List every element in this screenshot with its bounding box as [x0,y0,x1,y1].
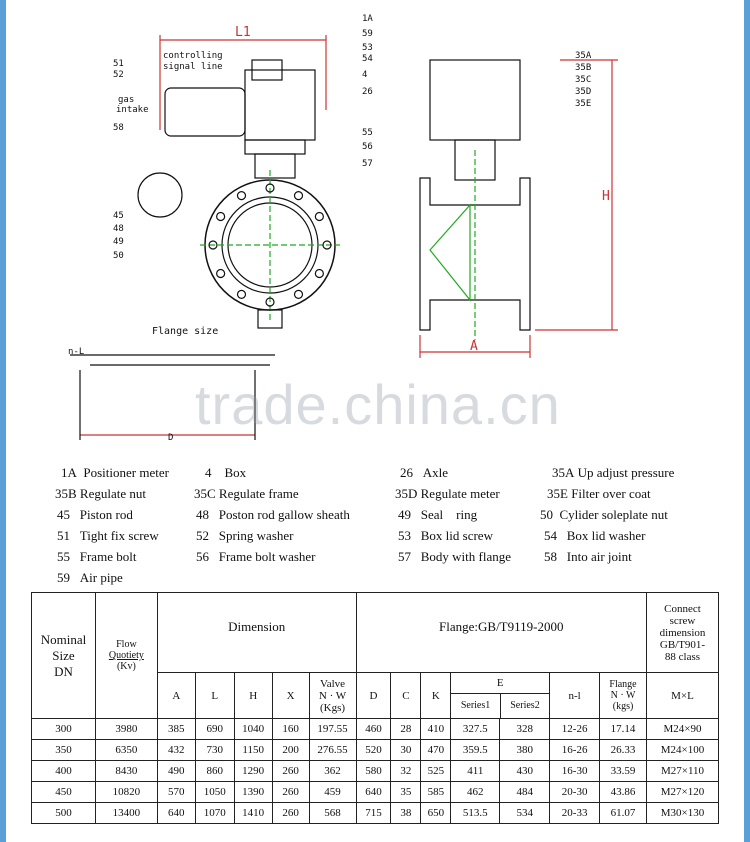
table-cell: 200 [272,740,309,761]
table-cell: 43.86 [600,782,647,803]
table-cell: 20-33 [550,803,600,824]
table-cell: 380 [500,740,550,761]
callout-56: 56 [362,142,373,152]
table-cell: 16-30 [550,761,600,782]
table-cell: 400 [32,761,96,782]
header-valve-nw: Valve N · W (Kgs) [309,673,356,719]
table-cell: M24×90 [646,719,718,740]
callout-57: 57 [362,159,373,169]
table-cell: 10820 [95,782,157,803]
table-cell: 1410 [234,803,272,824]
legend-item: 48 Poston rod gallow sheath [196,507,350,522]
legend-item: 35C Regulate frame [194,486,299,501]
table-cell: 570 [157,782,195,803]
d-label: D [168,433,174,443]
legend-item: 57 Body with flange [398,549,512,564]
legend-item: 45 Piston rod [57,507,133,522]
table-cell: M30×130 [646,803,718,824]
table-cell: 580 [356,761,391,782]
table-cell: 8430 [95,761,157,782]
table-cell: 26.33 [600,740,647,761]
table-cell: 12-26 [550,719,600,740]
table-cell: 61.07 [600,803,647,824]
header-k: K [421,673,451,719]
table-cell: 17.14 [600,719,647,740]
legend-item: 56 Frame bolt washer [196,549,316,564]
legend-item: 53 Box lid screw [398,528,493,543]
callout-4: 4 [362,70,368,80]
n-l-label: n-L [68,347,85,357]
table-cell: M24×100 [646,740,718,761]
table-cell: 197.55 [309,719,356,740]
header-h: H [234,673,272,719]
legend-item: 55 Frame bolt [57,549,137,564]
callout-48: 48 [113,224,124,234]
table-cell: 513.5 [451,803,500,824]
callout-45: 45 [113,211,124,221]
table-cell: 35 [391,782,421,803]
h-label: H [602,189,610,204]
table-cell: 462 [451,782,500,803]
table-cell: 460 [356,719,391,740]
table-cell: 1050 [195,782,234,803]
table-cell: 276.55 [309,740,356,761]
callout-35c: 35C [575,75,592,85]
table-row [32,803,719,824]
legend-item: 26 Axle [400,465,449,480]
table-cell: 432 [157,740,195,761]
legend-item: 35E Filter over coat [547,486,651,501]
table-cell: 300 [32,719,96,740]
table-cell: 1390 [234,782,272,803]
callout-58: 58 [113,123,124,133]
table-cell: M27×120 [646,782,718,803]
table-cell: 1070 [195,803,234,824]
table-row [32,719,719,740]
table-cell: 260 [272,782,309,803]
table-cell: 160 [272,719,309,740]
watermark: trade.china.cn [195,373,561,436]
callout-50: 50 [113,251,124,261]
table-cell: 411 [451,761,500,782]
legend-item: 58 Into air joint [544,549,632,564]
legend-item: 4 Box [205,465,247,480]
table-row [32,740,719,761]
header-e: E Series1 Series2 [451,673,550,719]
legend-item: 49 Seal ring [398,507,478,522]
table-cell: 20-30 [550,782,600,803]
table-cell: 362 [309,761,356,782]
table-cell: 13400 [95,803,157,824]
bolt-hole [217,270,225,278]
callout-35a: 35A [575,51,592,61]
table-cell: 585 [421,782,451,803]
table-cell: 38 [391,803,421,824]
table-cell: 690 [195,719,234,740]
table-cell: 534 [500,803,550,824]
table-cell: 640 [356,782,391,803]
table-cell: 260 [272,761,309,782]
legend-item: 1A Positioner meter [61,465,169,480]
table-cell: 730 [195,740,234,761]
table-cell: M27×110 [646,761,718,782]
header-flange-nw: Flange N · W (kgs) [600,673,647,719]
controlling-label: controlling [163,51,223,61]
l1-label: L1 [235,25,251,40]
callout-35d: 35D [575,87,592,97]
header-c: C [391,673,421,719]
table-cell: 359.5 [451,740,500,761]
flange-size-label: Flange size [152,326,219,337]
legend-item: 59 Air pipe [57,570,123,585]
table-cell: 1150 [234,740,272,761]
callout-54: 54 [362,54,373,64]
table-cell: 520 [356,740,391,761]
table-cell: 3980 [95,719,157,740]
callout-35e: 35E [575,99,592,109]
callout-26: 26 [362,87,373,97]
callout-1a: 1A [362,14,373,24]
callout-52: 52 [113,70,124,80]
header-x: X [272,673,309,719]
header-flange: Flange:GB/T9119-2000 [356,593,646,673]
callout-59: 59 [362,29,373,39]
gas-label: gas [118,95,135,105]
table-cell: 28 [391,719,421,740]
legend-item: 35B Regulate nut [55,486,146,501]
table-cell: 328 [500,719,550,740]
table-cell: 410 [421,719,451,740]
table-cell: 350 [32,740,96,761]
table-cell: 30 [391,740,421,761]
table-cell: 650 [421,803,451,824]
table-cell: 327.5 [451,719,500,740]
parts-legend [30,462,730,590]
table-cell: 484 [500,782,550,803]
intake-label: intake [116,105,149,115]
callout-51: 51 [113,59,124,69]
table-cell: 715 [356,803,391,824]
legend-item: 35D Regulate meter [395,486,500,501]
header-l: L [195,673,234,719]
header-nominal: Nominal Size DN [32,593,96,719]
table-cell: 32 [391,761,421,782]
table-cell: 16-26 [550,740,600,761]
header-a: A [157,673,195,719]
table-cell: 568 [309,803,356,824]
header-dimension: Dimension [157,593,356,673]
table-cell: 490 [157,761,195,782]
legend-item: 35A Up adjust pressure [552,465,675,480]
a-label: A [470,339,478,354]
bolt-hole [238,192,246,200]
header-mxl: M×L [646,673,718,719]
bolt-hole [238,290,246,298]
table-cell: 6350 [95,740,157,761]
legend-item: 54 Box lid washer [544,528,646,543]
callout-49: 49 [113,237,124,247]
bolt-hole [217,213,225,221]
legend-item: 51 Tight fix screw [57,528,159,543]
table-cell: 385 [157,719,195,740]
table-cell: 430 [500,761,550,782]
table-cell: 459 [309,782,356,803]
bolt-hole [315,213,323,221]
spec-table [31,592,719,824]
callout-55: 55 [362,128,373,138]
table-cell: 1290 [234,761,272,782]
table-cell: 470 [421,740,451,761]
callout-53: 53 [362,43,373,53]
table-row [32,761,719,782]
table-cell: 500 [32,803,96,824]
table-cell: 860 [195,761,234,782]
header-d: D [356,673,391,719]
table-cell: 260 [272,803,309,824]
header-nl: n-l [550,673,600,719]
legend-item: 50 Cylider soleplate nut [540,507,668,522]
table-cell: 33.59 [600,761,647,782]
signal-line-label: signal line [163,62,223,72]
table-row [32,782,719,803]
callout-35b: 35B [575,63,592,73]
table-cell: 640 [157,803,195,824]
bolt-hole [295,290,303,298]
bolt-hole [315,270,323,278]
header-connect: Connect screw dimension GB/T901- 88 class [646,593,718,673]
table-cell: 1040 [234,719,272,740]
table-cell: 525 [421,761,451,782]
header-flow: Flow Quotiety (Kv) [95,593,157,719]
bolt-hole [295,192,303,200]
legend-item: 52 Spring washer [196,528,294,543]
table-cell: 450 [32,782,96,803]
